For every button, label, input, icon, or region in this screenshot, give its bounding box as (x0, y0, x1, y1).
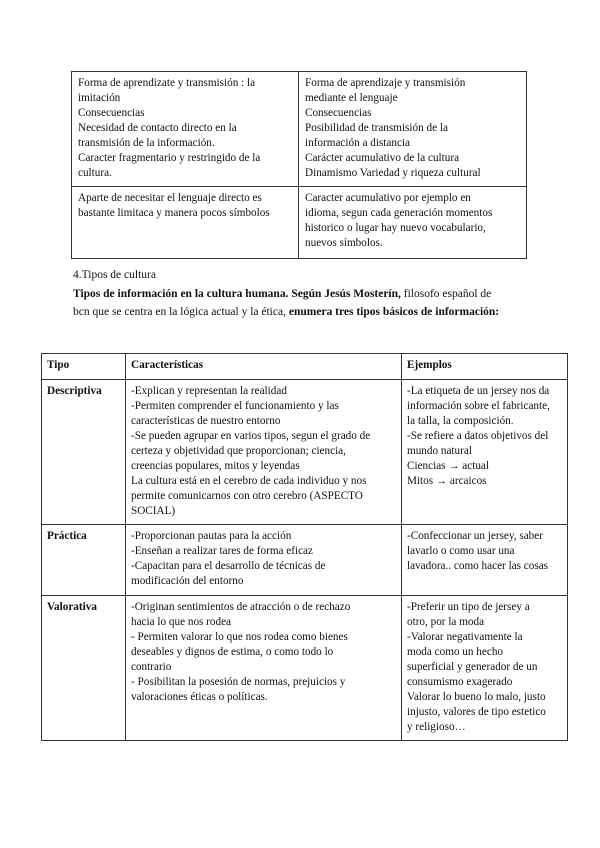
cell-line: transmisión de la información. (78, 137, 215, 149)
cell-line: hacia lo que nos rodea (131, 616, 232, 628)
row-examples (402, 596, 568, 741)
cell-line: lavarlo o como usar una (407, 545, 515, 557)
cell-line: mundo natural (407, 445, 472, 457)
cell-line: La cultura está en el cerebro de cada individuo y nos (131, 475, 367, 487)
cell-line: Carácter acumulativo de la cultura (305, 152, 460, 164)
cell-line: Consecuencias (305, 107, 372, 119)
row-type: Valorativa (42, 596, 126, 741)
cell-line: -Valorar negativamente la (407, 631, 523, 643)
cell-line: lavadora.. como hacer las cosas (407, 560, 549, 572)
header-tipo: Tipo (42, 354, 126, 380)
cell-line: - Permiten valorar lo que nos rodea como bienes (131, 631, 348, 643)
table-row (42, 525, 568, 596)
cell-line: modificación del entorno (131, 575, 244, 587)
cell-line: imitación (78, 92, 121, 104)
cell-line: la talla, la composición. (407, 415, 514, 427)
table-row (72, 72, 527, 187)
header-caracteristicas: Características (126, 354, 402, 380)
cell-line: Caracter fragmentario y restringido de la (78, 152, 261, 164)
cell-line: -La etiqueta de un jersey nos da (407, 385, 550, 397)
cell-line: Posibilidad de transmisión de la (305, 122, 448, 134)
cell-line: -Permiten comprender el funcionamiento y las (131, 400, 339, 412)
cell-line: nuevos símbolos. (305, 237, 383, 249)
cell-line: Necesidad de contacto directo en la (78, 122, 237, 134)
cell-line: Forma de aprendizate y transmisión : la (78, 77, 256, 89)
cell-line: -Se pueden agrupar en varios tipos, segun el grado de (131, 430, 371, 442)
cell-line: -Se refiere a datos objetivos del (407, 430, 549, 442)
cell-line: Ciencias → actual (407, 460, 490, 472)
cell-line: contrario (131, 661, 172, 673)
table-row (72, 187, 527, 259)
cell-line: consumismo exagerado (407, 676, 513, 688)
cell-line: Mitos → arcaicos (407, 475, 487, 487)
cell-line: información sobre el fabricante, (407, 400, 550, 412)
cell-line: -Originan sentimientos de atracción o de rechazo (131, 601, 351, 613)
types-table (41, 353, 568, 741)
table-cell (299, 187, 527, 259)
cell-line: bastante limitaca y manera pocos símbolos (78, 207, 270, 219)
row-features (126, 596, 402, 741)
table-cell (72, 72, 299, 187)
cell-line: idioma, segun cada generación momentos (305, 207, 493, 219)
intro-paragraph (73, 285, 543, 321)
cell-line: superficial y generador de un (407, 661, 538, 673)
cell-line: características de nuestro entorno (131, 415, 281, 427)
cell-line: y religioso… (407, 721, 466, 733)
intro-line-2 (73, 303, 543, 321)
cell-line: valoraciones éticas o políticas. (131, 691, 268, 703)
header-ejemplos: Ejemplos (402, 354, 568, 380)
cell-line: creencias populares, mitos y leyendas (131, 460, 300, 472)
cell-line: - Posibilitan la posesión de normas, prejuicios y (131, 676, 346, 688)
table-cell (72, 187, 299, 259)
table-header-row (42, 354, 568, 380)
cell-line: certeza y objetividad que proporcionan; ciencia, (131, 445, 346, 457)
cell-line: -Explican y representan la realidad (131, 385, 287, 397)
cell-line: Aparte de necesitar el lenguaje directo es (78, 192, 262, 204)
cell-line: -Proporcionan pautas para la acción (131, 530, 292, 542)
comparison-table (71, 71, 527, 259)
cell-line: deseables y dignos de estima, o como todo lo (131, 646, 334, 658)
table-row (42, 380, 568, 525)
cell-line: -Capacitan para el desarrollo de técnicas de (131, 560, 326, 572)
cell-line: SOCIAL) (131, 505, 176, 517)
intro-text-1: filosofo español de (400, 288, 492, 300)
cell-line: permite comunicarnos con otro cerebro (ASPECTO (131, 490, 363, 502)
row-examples (402, 525, 568, 596)
section-heading: 4.Tipos de cultura (73, 269, 156, 281)
row-type: Práctica (42, 525, 126, 596)
cell-line: historico o lugar hay nuevo vocabulario, (305, 222, 486, 234)
cell-line: Forma de aprendizaje y transmisión (305, 77, 466, 89)
cell-line: Caracter acumulativo por ejemplo en (305, 192, 471, 204)
row-features (126, 525, 402, 596)
intro-bold-2: enumera tres tipos básicos de información: (285, 306, 500, 318)
intro-bold-1: Tipos de información en la cultura humana. Según Jesús Mosterín, (73, 288, 401, 300)
cell-line: información a distancia (305, 137, 410, 149)
cell-line: -Enseñan a realizar tares de forma eficaz (131, 545, 313, 557)
cell-line: -Confeccionar un jersey, saber (407, 530, 543, 542)
row-features (126, 380, 402, 525)
row-examples (402, 380, 568, 525)
row-type: Descriptiva (42, 380, 126, 525)
cell-line: Valorar lo bueno lo malo, justo (407, 691, 546, 703)
cell-line: otro, por la moda (407, 616, 485, 628)
cell-line: Dinamismo Variedad y riqueza cultural (305, 167, 481, 179)
table-cell (299, 72, 527, 187)
cell-line: cultura. (78, 167, 112, 179)
intro-line-1 (73, 285, 543, 303)
cell-line: mediante el lenguaje (305, 92, 398, 104)
cell-line: injusto, valores de tipo estetico (407, 706, 546, 718)
table-row (42, 596, 568, 741)
intro-text-2: bcn que se centra en la lógica actual y la ética, (73, 306, 286, 318)
cell-line: Consecuencias (78, 107, 145, 119)
cell-line: -Preferir un tipo de jersey a (407, 601, 530, 613)
cell-line: moda como un hecho (407, 646, 504, 658)
